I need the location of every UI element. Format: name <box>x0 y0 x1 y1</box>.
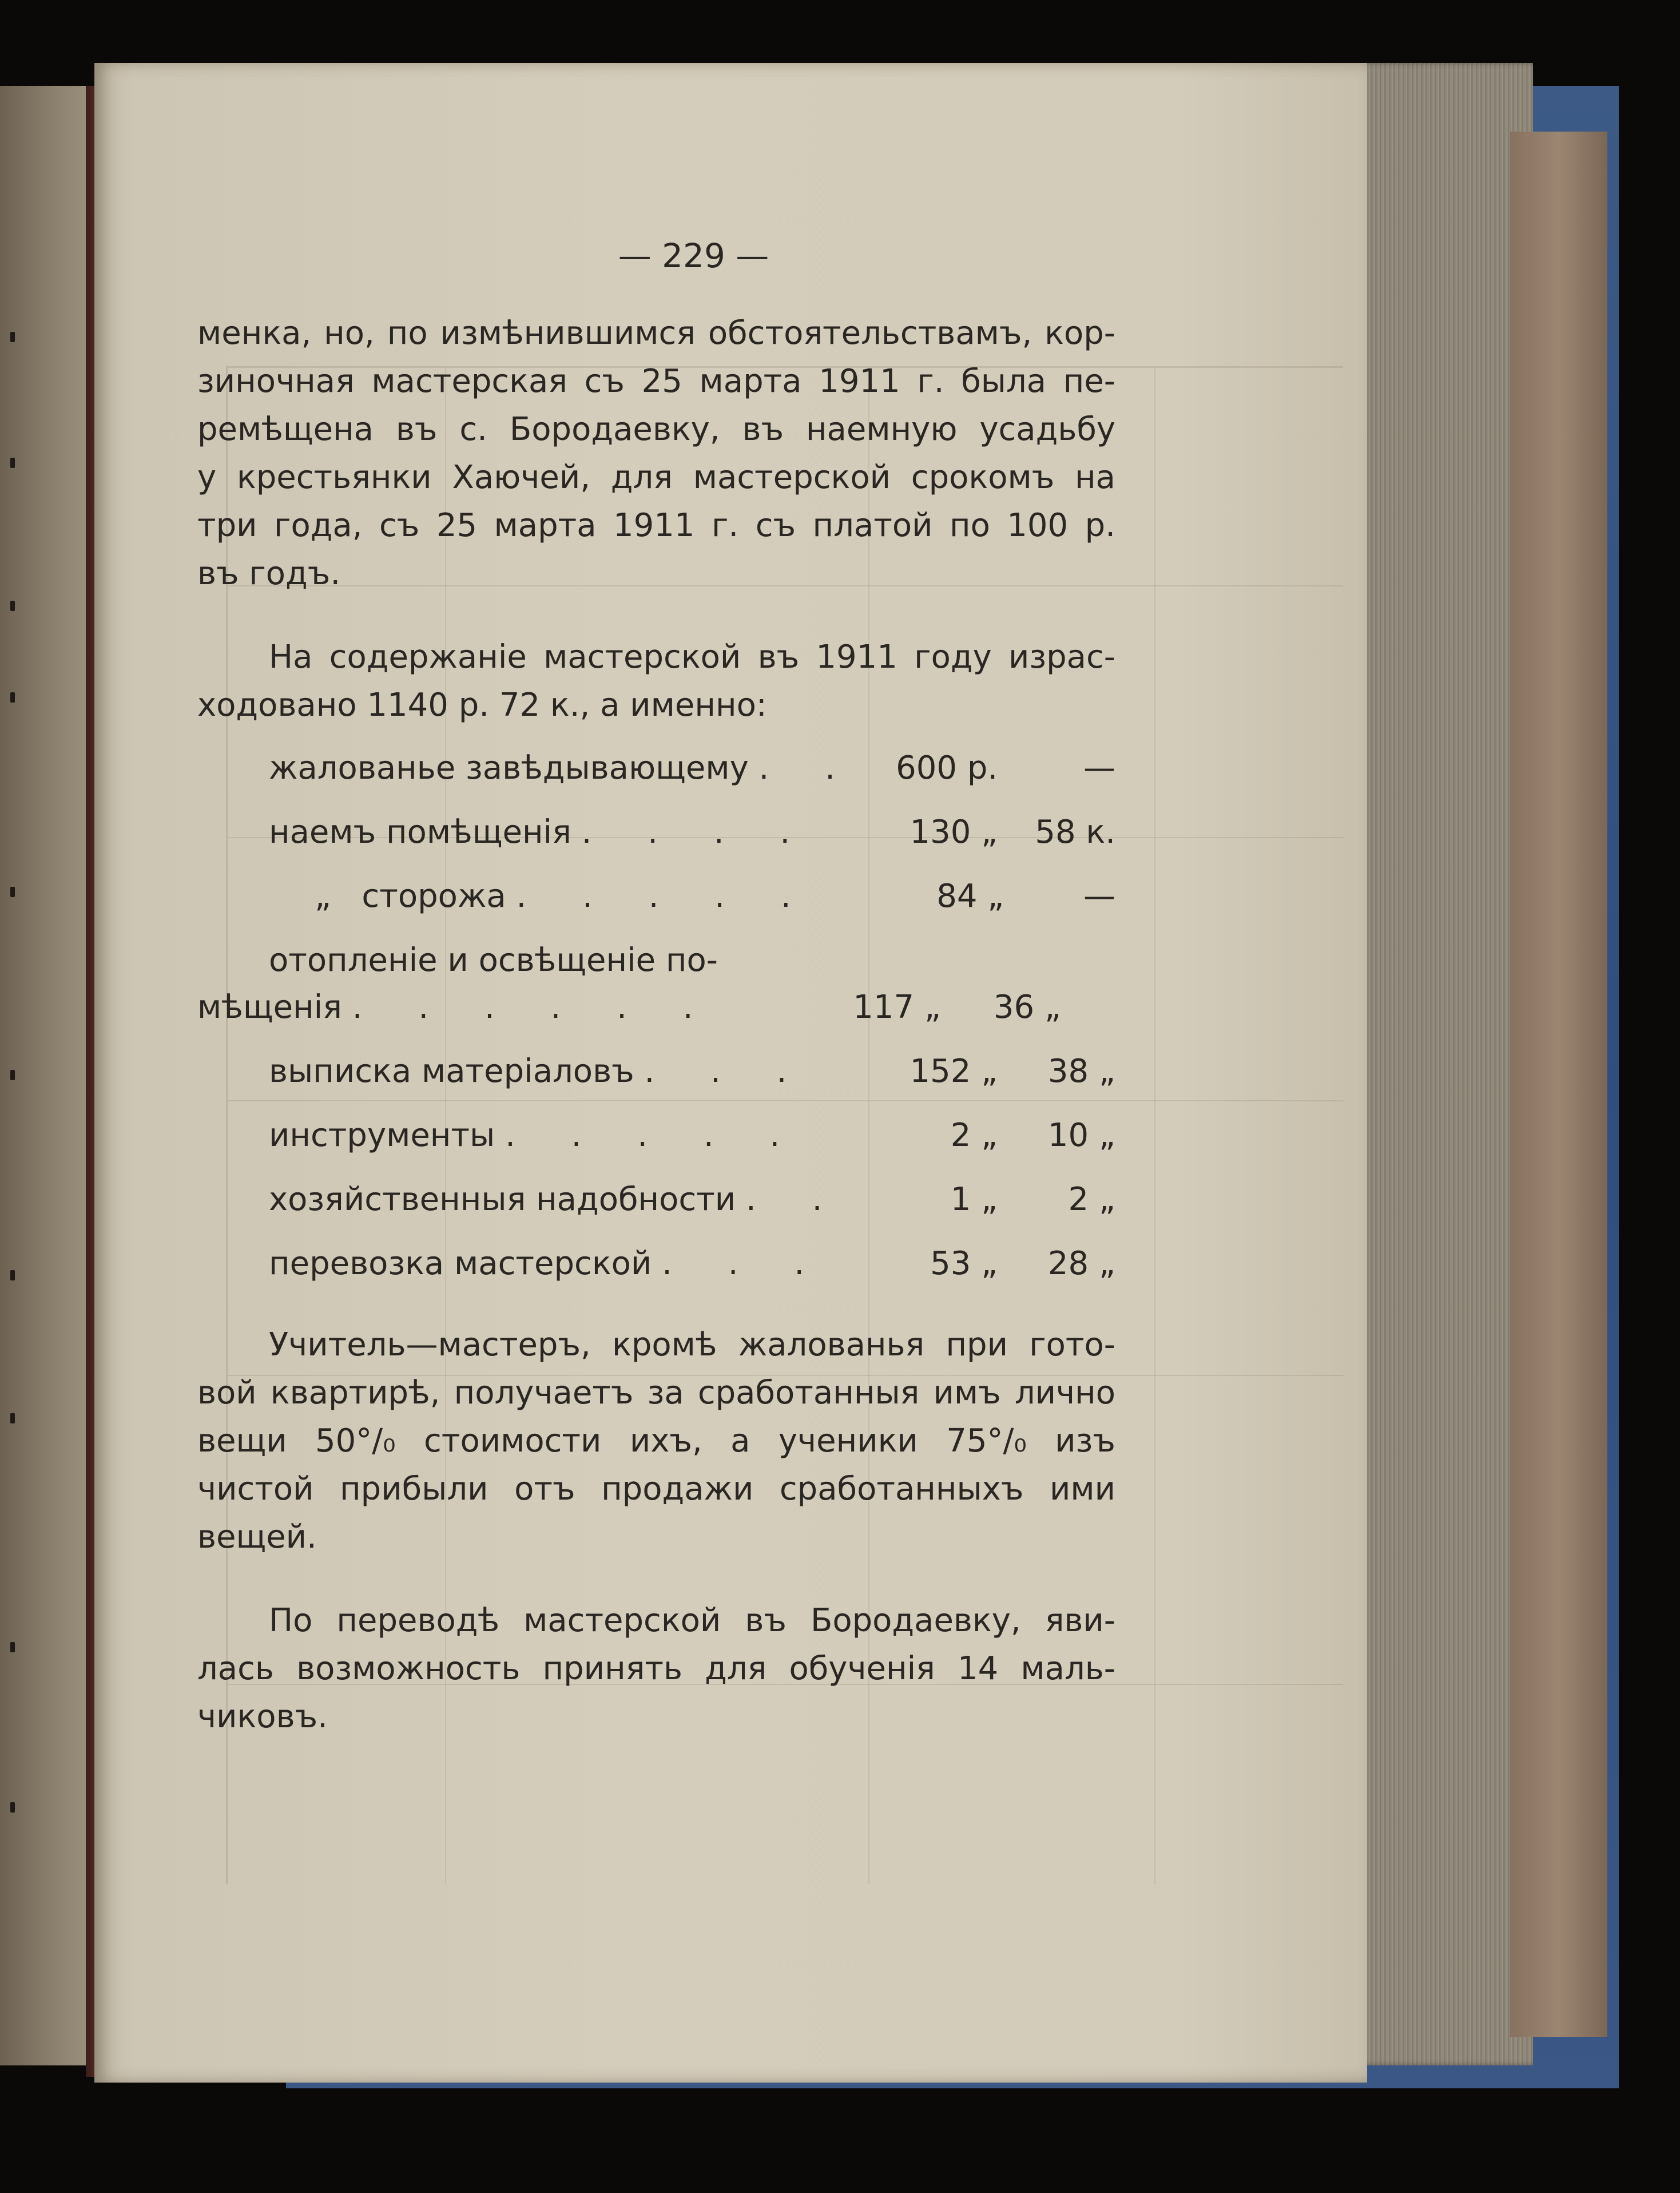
text-line: чиковъ. <box>197 1698 328 1735</box>
expense-kopecks: 28 „ <box>1047 1245 1115 1282</box>
expense-label: выписка матеріаловъ <box>269 1053 634 1090</box>
expense-row <box>197 1048 1115 1112</box>
expense-label: перевозка мастерской <box>269 1245 652 1282</box>
text-line: въ годъ. <box>197 555 341 592</box>
expense-kopecks: 10 „ <box>1047 1117 1115 1154</box>
text-line: На содержаніе мастерской въ 1911 году израс- <box>269 639 1115 676</box>
text-line: зиночная мастерская съ 25 марта 1911 г. была пе- <box>197 363 1115 400</box>
expense-label: мѣщенія <box>197 989 342 1026</box>
expense-kopecks: 2 „ <box>1068 1181 1115 1218</box>
expense-rubles: 53 „ <box>930 1245 998 1282</box>
leader-dots: . . . . . <box>516 878 814 915</box>
expense-rubles: 1 „ <box>950 1181 998 1218</box>
text-line: Учитель—мастеръ, кромѣ жалованья при гото- <box>269 1326 1115 1363</box>
page-number: — 229 — <box>618 236 769 275</box>
left-page-text-mark <box>10 1413 15 1423</box>
expense-row <box>197 808 1115 873</box>
expense-label: хозяйственныя надобности <box>269 1181 736 1218</box>
expense-intro-paragraph <box>197 633 1115 729</box>
expense-kopecks: 36 „ <box>993 989 1061 1026</box>
text-line: вой квартирѣ, получаетъ за сработанныя имъ лично <box>197 1374 1115 1411</box>
left-page-text-mark <box>10 887 15 897</box>
expense-label: наемъ помѣщенія <box>269 814 571 851</box>
expense-label-first-line: отопленіе и освѣщеніе по- <box>269 942 718 979</box>
left-page-text-mark <box>10 1802 15 1813</box>
expense-row <box>197 1240 1115 1304</box>
back-cover-edge <box>1510 132 1607 2037</box>
final-paragraph <box>197 1597 1115 1741</box>
expense-row <box>197 1176 1115 1240</box>
expense-label: жалованье завѣдывающему <box>269 749 749 787</box>
page-content <box>197 232 1115 1741</box>
leader-dots: . . . . <box>581 814 813 851</box>
expense-row <box>197 984 1115 1048</box>
text-line: По переводѣ мастерской въ Бородаевку, яви- <box>269 1602 1115 1639</box>
expense-rubles: 152 „ <box>909 1053 998 1090</box>
text-line: ходовано 1140 р. 72 к., а именно: <box>197 687 767 724</box>
expense-rubles: 600 р. <box>896 749 998 787</box>
expense-rubles: 2 „ <box>950 1117 998 1154</box>
expense-rubles: 117 „ <box>853 989 941 1026</box>
page-block-edge <box>1350 63 1533 2065</box>
expense-rubles: 130 „ <box>909 814 998 851</box>
expense-label: „ сторожа <box>315 878 506 915</box>
expense-kopecks: — <box>1083 878 1115 915</box>
expense-row <box>197 873 1115 937</box>
leader-dots: . . <box>746 1181 845 1218</box>
expense-row <box>197 744 1115 808</box>
text-line: ремѣщена въ с. Бородаевку, въ наемную усадьбу <box>197 411 1115 448</box>
left-page-text-mark <box>10 601 15 611</box>
text-line: у крестьянки Хаючей, для мастерской срокомъ на <box>197 459 1115 496</box>
left-page-text-mark <box>10 1270 15 1280</box>
left-page-text-mark <box>10 692 15 703</box>
expense-row <box>197 1112 1115 1176</box>
left-page-text-mark <box>10 1070 15 1080</box>
left-page-text-mark <box>10 458 15 468</box>
leader-dots: . . <box>758 749 858 787</box>
text-line: три года, съ 25 марта 1911 г. съ платой по 100 р. <box>197 507 1115 544</box>
expense-list <box>197 744 1115 1304</box>
text-line: менка, но, по измѣнившимся обстоятельствамъ, кор- <box>197 315 1115 352</box>
expense-rubles: 84 „ <box>936 878 1004 915</box>
expense-kopecks: 58 к. <box>1035 814 1115 851</box>
expense-kopecks: 38 „ <box>1047 1053 1115 1090</box>
leader-dots: . . . <box>644 1053 810 1090</box>
leader-dots: . . . . . . <box>352 989 716 1026</box>
text-line: лась возможность принять для обученія 14 маль- <box>197 1650 1115 1687</box>
expense-kopecks: — <box>1083 749 1115 787</box>
text-line: вещи 50°/₀ стоимости ихъ, а ученики 75°/₀ изъ <box>197 1422 1115 1460</box>
leader-dots: . . . . . <box>505 1117 803 1154</box>
text-line: вещей. <box>197 1518 317 1556</box>
intro-paragraph <box>197 310 1115 598</box>
left-page-text-mark <box>10 1642 15 1652</box>
left-page-text-mark <box>10 332 15 342</box>
leader-dots: . . . <box>662 1245 828 1282</box>
text-line: чистой прибыли отъ продажи сработанныхъ ими <box>197 1470 1115 1508</box>
expense-label: инструменты <box>269 1117 495 1154</box>
teacher-paragraph <box>197 1321 1115 1561</box>
